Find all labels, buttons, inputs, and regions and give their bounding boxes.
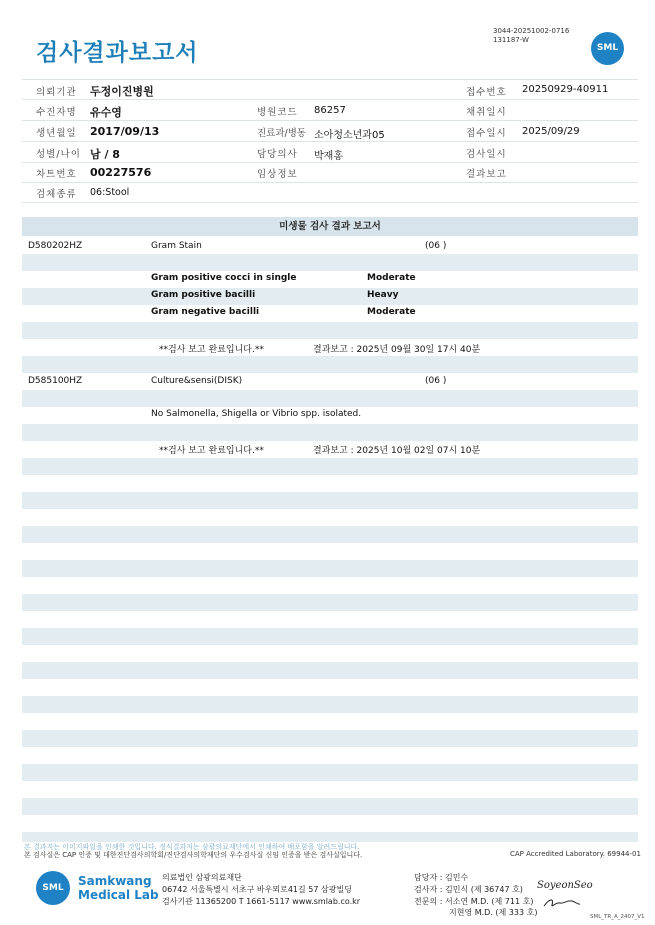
divider	[22, 120, 638, 121]
birth-value: 2017/09/13	[90, 125, 160, 138]
manager: 담당자 : 김민수	[414, 873, 469, 882]
row-band	[22, 628, 638, 645]
row-band	[22, 832, 638, 842]
row-band	[22, 390, 638, 407]
divider	[22, 79, 638, 80]
report-time: 결과보고 : 2025년 09월 30일 17시 40분	[313, 345, 481, 355]
row-band	[22, 458, 638, 475]
name-label: 수진자명	[36, 107, 77, 118]
sml-logo-text	[78, 874, 159, 902]
hospital-code-value: 86257	[314, 105, 346, 116]
chart-no-label: 차트번호	[36, 169, 77, 180]
result-item: Gram positive cocci in single	[151, 273, 297, 283]
specimen-label: 검체종류	[36, 189, 77, 200]
row-band	[22, 322, 638, 339]
row-band	[22, 526, 638, 543]
divider	[22, 99, 638, 100]
sex-age-label: 성별/나이	[36, 149, 81, 160]
divider	[22, 141, 638, 142]
birth-label: 생년월일	[36, 128, 77, 139]
test-num: (06 )	[425, 241, 447, 251]
institution-value: 두정이진병원	[90, 85, 154, 98]
receipt-date-value: 2025/09/29	[522, 126, 580, 137]
row-band	[22, 662, 638, 679]
row-band	[22, 560, 638, 577]
report-time: 결과보고 : 2025년 10월 02일 07시 10분	[313, 446, 481, 456]
test-code: D580202HZ	[28, 241, 83, 251]
org-contact: 검사기관 11365200 T 1661-5117 www.smlab.co.kr	[162, 897, 361, 906]
row-band	[22, 594, 638, 611]
row-band	[22, 492, 638, 509]
row-band	[22, 696, 638, 713]
dept-value: 소아청소년과05	[314, 130, 385, 141]
org-name: 의료법인 삼광의료재단	[162, 873, 242, 882]
doctor-value: 박재홍	[314, 151, 343, 162]
chart-no-value: 00227576	[90, 166, 152, 179]
doctor-label: 담당의사	[257, 149, 298, 160]
institution-label: 의뢰기관	[36, 87, 77, 98]
document-id-line-1: 3044-20251002-0716	[493, 27, 570, 35]
org-address: 06742 서울특별시 서초구 바우뫼로41길 57 삼광빌딩	[162, 885, 352, 894]
name-value: 유수영	[90, 106, 122, 119]
document-id-line-2: 131187-W	[493, 36, 529, 44]
collect-date-label: 채취일시	[466, 107, 507, 118]
form-code: SML_TR_A_2407_V1	[590, 914, 645, 920]
logo-line-1: Samkwang	[78, 874, 152, 888]
report-complete: **검사 보고 완료입니다.**	[159, 345, 264, 355]
test-name: Culture&sensi(DISK)	[151, 376, 243, 386]
row-band	[22, 356, 638, 373]
row-band	[22, 424, 638, 441]
result-value: Heavy	[367, 290, 399, 300]
signature-soyeon: SoyeonSeo	[537, 880, 593, 891]
row-band	[22, 798, 638, 815]
specimen-value: 06:Stool	[90, 187, 130, 198]
receipt-no-label: 접수번호	[466, 87, 507, 98]
result-item: Gram positive bacilli	[151, 290, 256, 300]
section-title: 미생물 검사 결과 보고서	[22, 217, 638, 236]
footer-note-cap: 본 검사실은 CAP 인증 및 대한진단검사의학회/진단검사의학재단의 우수검사실 신임 인증을 받은 검사실입니다.	[24, 851, 363, 859]
logo-line-2: Medical Lab	[78, 888, 159, 902]
sex-age-value: 남 / 8	[90, 148, 120, 161]
test-date-label: 검사일시	[466, 149, 507, 160]
test-num: (06 )	[425, 376, 447, 386]
report-date-label: 결과보고	[466, 169, 507, 180]
expert-1: 전문의 : 서소연 M.D. (제 711 호)	[414, 897, 534, 906]
row-band	[22, 730, 638, 747]
cap-accreditation: CAP Accredited Laboratory. 69944-01	[510, 850, 641, 858]
result-value: Moderate	[367, 307, 416, 317]
divider	[22, 182, 638, 183]
divider	[22, 202, 638, 203]
row-band	[22, 764, 638, 781]
test-name: Gram Stain	[151, 241, 202, 251]
dept-label: 진료과/병동	[257, 128, 307, 139]
test-code: D585100HZ	[28, 376, 83, 386]
row-band	[22, 254, 638, 271]
row-band	[22, 288, 638, 305]
document-id	[493, 27, 569, 45]
divider	[22, 162, 638, 163]
result-item: Gram negative bacilli	[151, 307, 260, 317]
page-title: 검사결과보고서	[36, 40, 199, 66]
result-note: No Salmonella, Shigella or Vibrio spp. isolated.	[151, 409, 362, 419]
sml-logo-icon: SML	[36, 871, 70, 905]
tester: 검사자 : 김민식 (제 36747 호)	[414, 885, 523, 894]
hospital-code-label: 병원코드	[257, 107, 298, 118]
sml-logo-icon: SML	[591, 32, 624, 65]
signature-icon	[542, 896, 582, 910]
result-value: Moderate	[367, 273, 416, 283]
receipt-date-label: 접수일시	[466, 128, 507, 139]
clinical-label: 임상정보	[257, 169, 298, 180]
footer-note-image: 본 결과지는 이미지파일을 인쇄한 것입니다. 정식결과지는 삼광의료재단에서 인쇄하여 배포함을 알려드립니다.	[24, 843, 360, 851]
receipt-no-value: 20250929-40911	[522, 84, 609, 95]
expert-2: 지현영 M.D. (제 333 호)	[449, 908, 538, 917]
report-complete: **검사 보고 완료입니다.**	[159, 446, 264, 456]
